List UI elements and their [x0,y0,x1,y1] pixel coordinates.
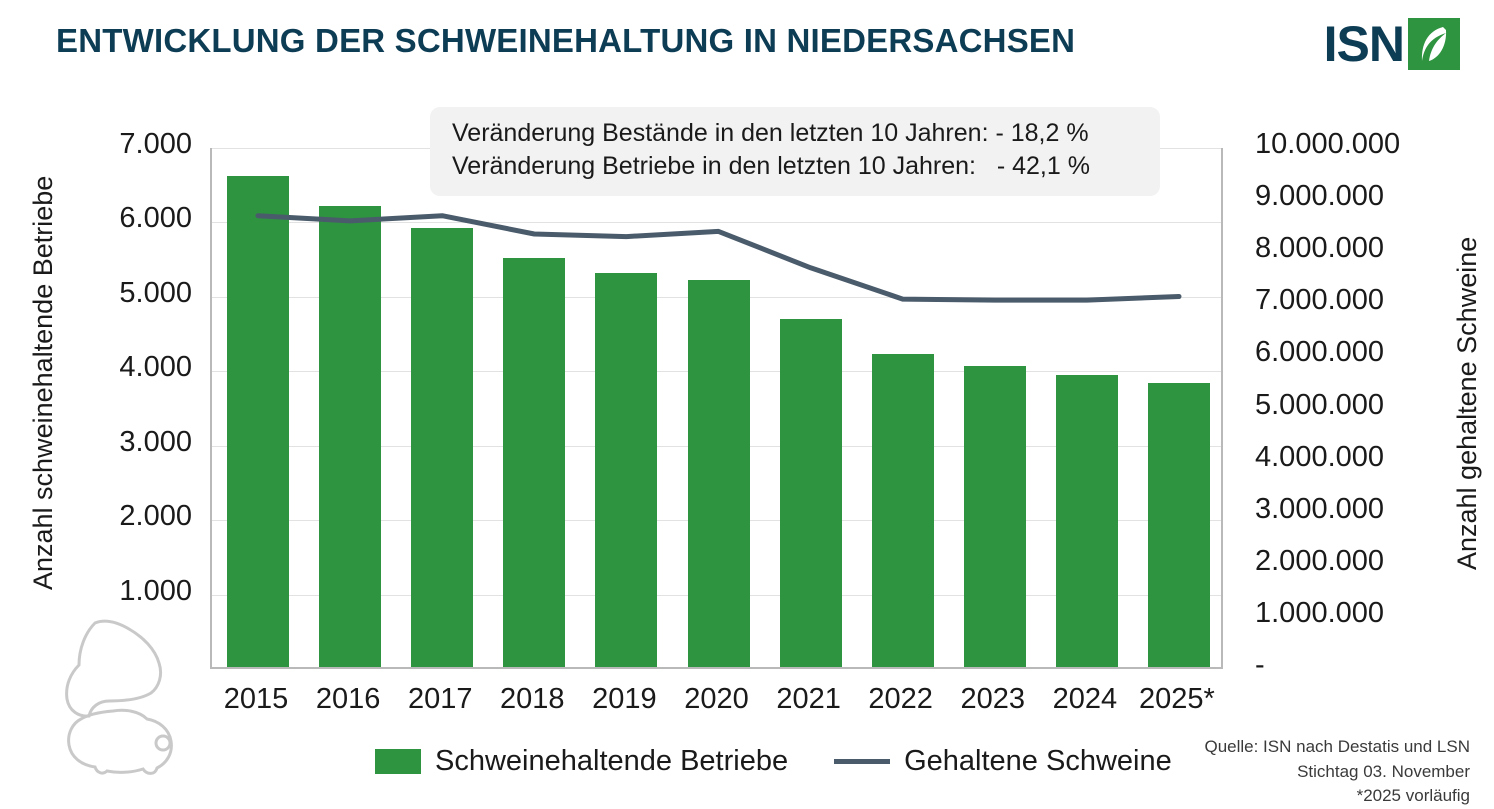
x-axis-tick-label: 2024 [1052,683,1118,715]
legend-bar-swatch-icon [375,749,421,774]
x-axis-tick-label: 2025* [1139,683,1215,715]
x-axis-tick-label: 2018 [500,683,565,715]
pig-watermark-icon [55,615,190,780]
source-line-3: *2025 vorläufig [1356,786,1470,806]
y-axis-left-title: Anzahl schweinehaltende Betriebe [28,175,58,590]
y-axis-right-tick-label: 5.000.000 [1255,388,1385,421]
annotation-line-2: Veränderung Betriebe in den letzten 10 Jahren: - 42,1 % [452,152,1090,181]
legend-item-bar [375,745,788,778]
source-line-1: Quelle: ISN nach Destatis und LSN [1204,737,1470,756]
y-axis-right-tick-label: 9.000.000 [1255,180,1385,213]
y-axis-right-tick-label: 4.000.000 [1255,440,1385,473]
x-axis-tick-label: 2022 [868,683,933,715]
legend-item-line [834,745,1172,778]
y-axis-left-tick-label: 7.000 [119,128,192,160]
y-axis-right-tick-label: 8.000.000 [1255,232,1385,265]
y-axis-left-tick-label: 3.000 [119,425,192,458]
x-axis-tick-label: 2019 [592,683,657,715]
y-axis-left-tick-label: 2.000 [119,500,192,533]
annotation-line-1: Veränderung Bestände in den letzten 10 Jahren: - 18,2 % [452,119,1089,147]
y-axis-right-tick-label: - [1255,649,1265,681]
x-axis-tick-label: 2023 [960,683,1026,715]
legend-bar-label: Schweinehaltende Betriebe [435,745,789,777]
legend-line-label: Gehaltene Schweine [904,745,1172,777]
y-axis-right-tick-label: 7.000.000 [1255,284,1385,317]
page-title: ENTWICKLUNG DER SCHWEINEHALTUNG IN NIEDERSACHSEN [56,22,1076,59]
y-axis-right-tick-label: 1.000.000 [1255,596,1385,629]
x-axis-tick-label: 2020 [684,683,749,715]
y-axis-right-tick-label: 6.000.000 [1255,336,1385,369]
legend-line-swatch-icon [834,759,890,764]
line-series [212,148,1225,669]
isn-logo [1324,18,1460,70]
isn-leaf-logo-icon [1408,18,1460,70]
y-axis-left-tick-label: 1.000 [119,574,192,607]
y-axis-left-tick-label: 5.000 [119,276,192,309]
annotation-box [430,107,1160,196]
source-note [1204,735,1470,809]
x-axis-tick-label: 2015 [223,683,289,715]
logo-text: ISN [1323,16,1404,72]
x-axis-tick-label: 2016 [315,683,381,715]
x-axis-tick-label: 2017 [407,683,473,715]
y-axis-right-title: Anzahl gehaltene Schweine [1452,236,1482,570]
chart-legend [375,745,1172,778]
y-axis-right-tick-label: 2.000.000 [1255,544,1385,577]
source-line-2: Stichtag 03. November [1297,761,1470,781]
y-axis-right-line [1221,148,1223,669]
y-axis-left-tick-label: 6.000 [119,202,192,235]
plot-area [210,148,1223,669]
x-axis-tick-label: 2021 [776,683,841,715]
y-axis-right-tick-label: 3.000.000 [1255,492,1385,525]
y-axis-right-tick-label: 10.000.000 [1255,128,1401,160]
y-axis-left-tick-label: 4.000 [119,351,192,384]
